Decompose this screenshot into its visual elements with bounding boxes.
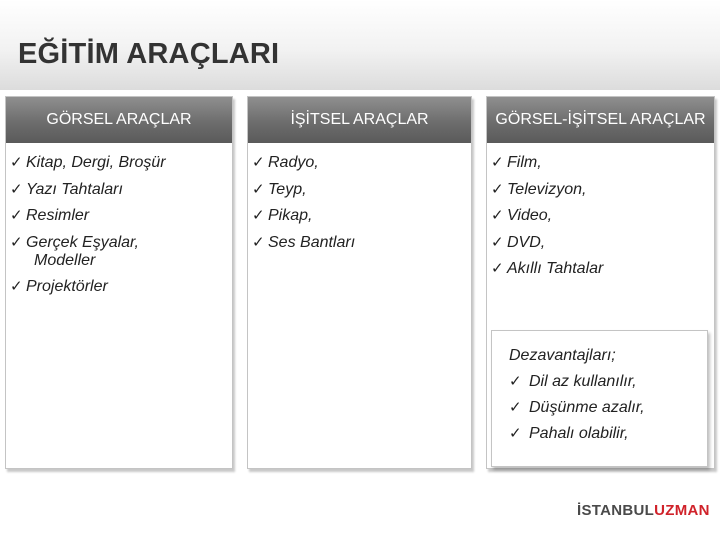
list-item: ✓ Akıllı Tahtalar — [491, 256, 714, 283]
list-item: ✓ Ses Bantları — [252, 230, 471, 257]
list-item-continuation: Modeller — [34, 252, 96, 269]
page-title: EĞİTİM ARAÇLARI — [18, 38, 280, 70]
column-header: GÖRSEL ARAÇLAR — [6, 97, 232, 143]
check-icon: ✓ — [10, 233, 23, 251]
list-item: ✓ Radyo, — [252, 150, 471, 177]
list-item: ✓ Teyp, — [252, 177, 471, 204]
brand-logo: İSTANBULUZMAN — [577, 502, 710, 519]
check-icon: ✓ — [252, 233, 265, 251]
check-icon: ✓ — [491, 207, 504, 224]
check-icon: ✓ — [252, 180, 265, 198]
check-icon: ✓ — [491, 260, 504, 277]
check-icon: ✓ — [10, 180, 23, 198]
list-item: ✓ Pahalı olabilir, — [509, 421, 707, 447]
list-item: ✓ Televizyon, — [491, 177, 714, 204]
check-icon: ✓ — [509, 399, 522, 416]
check-icon: ✓ — [252, 154, 265, 171]
list-item: ✓ Gerçek Eşyalar, Modeller — [10, 230, 232, 275]
list-item: ✓ Dil az kullanılır, — [509, 369, 707, 395]
list-item: ✓ Film, — [491, 150, 714, 177]
tool-list — [10, 150, 232, 301]
list-item: ✓ DVD, — [491, 230, 714, 257]
column-header: GÖRSEL-İŞİTSEL ARAÇLAR — [487, 97, 714, 143]
list-item: ✓ Düşünme azalır, — [509, 395, 707, 421]
disadvantages-box — [491, 330, 708, 467]
tool-list — [252, 150, 471, 256]
list-item: ✓ Resimler — [10, 203, 232, 230]
disadvantages-title: Dezavantajları; — [509, 347, 616, 364]
check-icon: ✓ — [509, 425, 522, 442]
check-icon: ✓ — [491, 233, 504, 251]
check-icon: ✓ — [491, 154, 504, 171]
column-visual-tools — [5, 96, 233, 469]
check-icon: ✓ — [10, 154, 23, 171]
check-icon: ✓ — [509, 373, 522, 390]
list-item: ✓ Projektörler — [10, 274, 232, 301]
check-icon: ✓ — [252, 207, 265, 224]
tool-list — [491, 150, 714, 283]
column-audio-tools — [247, 96, 472, 469]
check-icon: ✓ — [491, 180, 504, 198]
list-item: ✓ Yazı Tahtaları — [10, 177, 232, 204]
column-header: İŞİTSEL ARAÇLAR — [248, 97, 471, 143]
disadvantages-list — [509, 369, 707, 447]
list-item: ✓ Video, — [491, 203, 714, 230]
check-icon: ✓ — [10, 207, 23, 224]
check-icon: ✓ — [10, 278, 23, 295]
list-item: ✓ Pikap, — [252, 203, 471, 230]
list-item: ✓ Kitap, Dergi, Broşür — [10, 150, 232, 177]
